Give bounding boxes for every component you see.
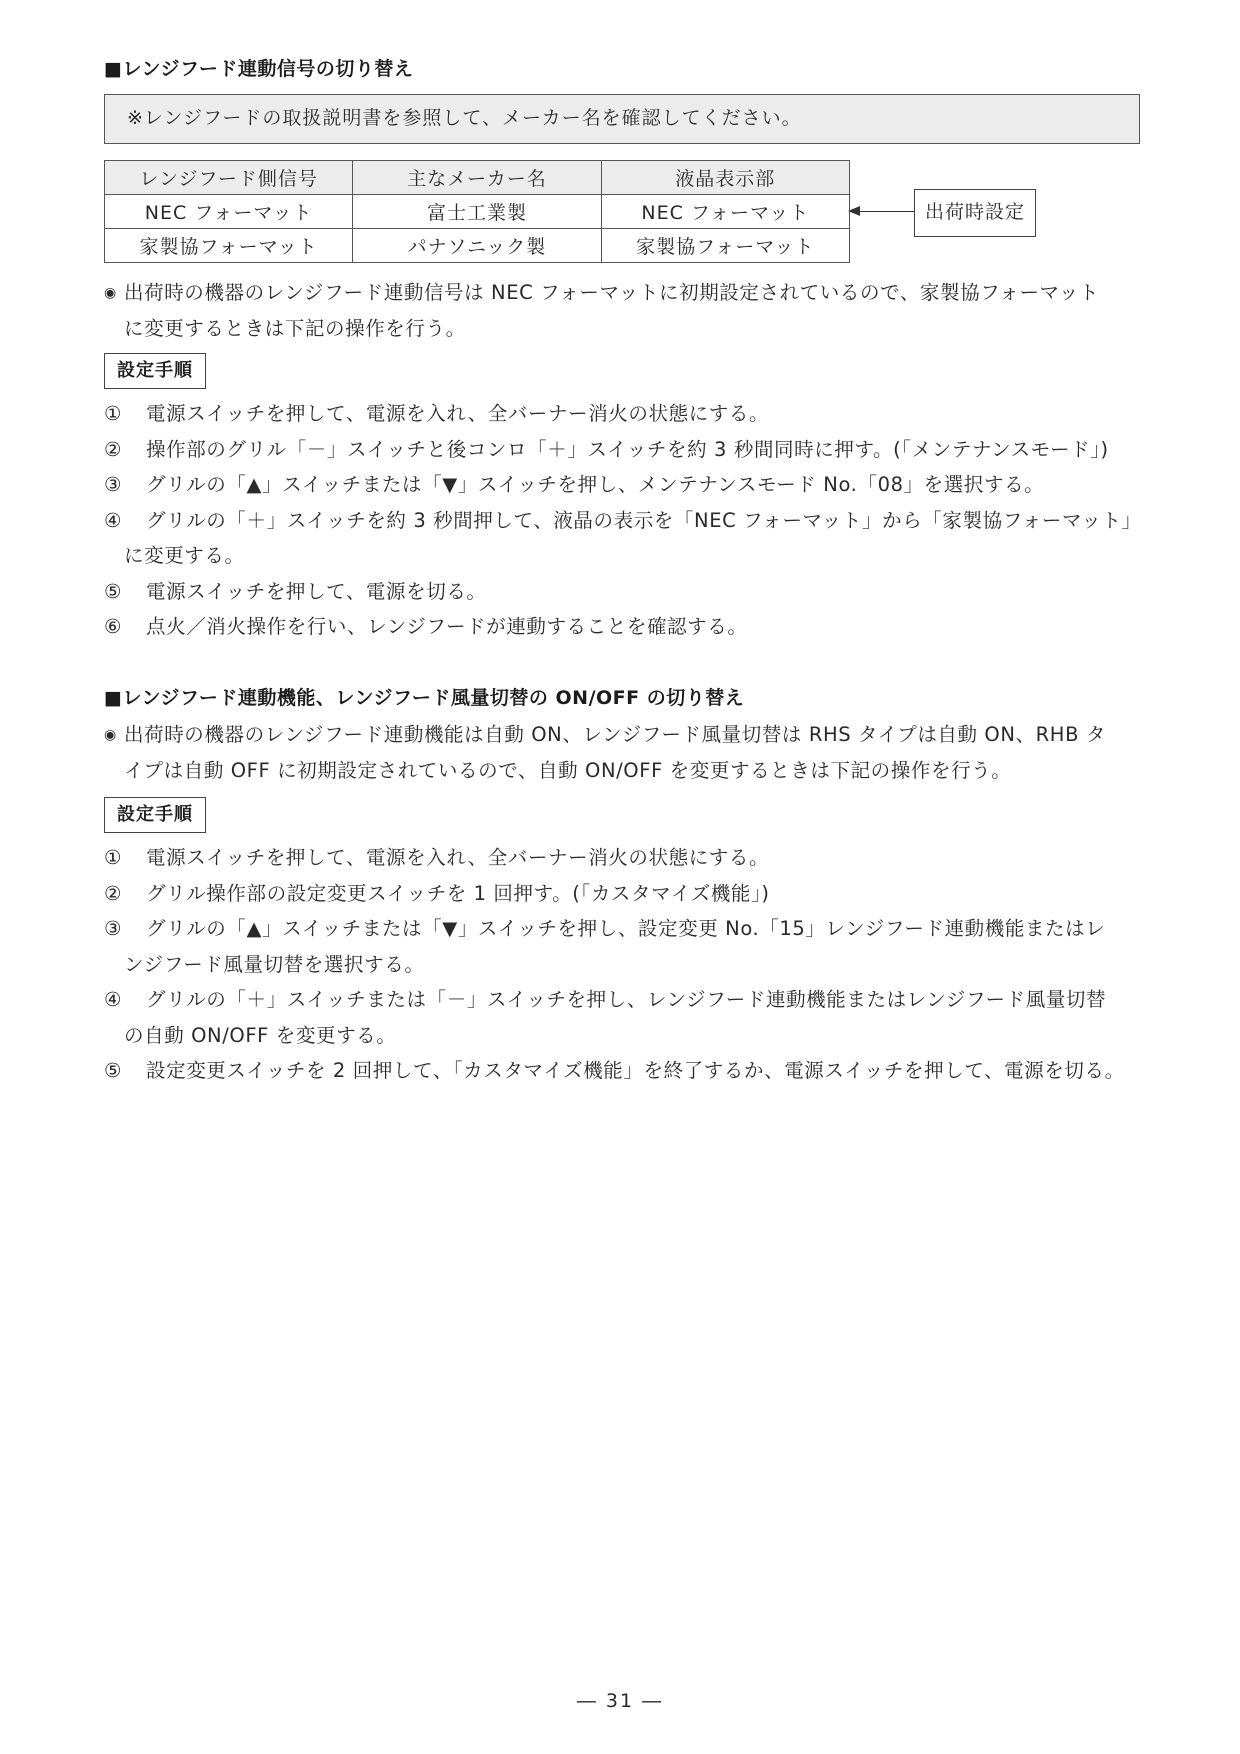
table-header-row bbox=[105, 161, 850, 195]
section2-steps bbox=[104, 840, 1144, 1089]
table-cell: 富士工業製 bbox=[353, 195, 601, 229]
table-cell: NEC フォーマット bbox=[601, 195, 849, 229]
section2-heading: ■レンジフード連動機能、レンジフード風量切替の ON/OFF の切り替え bbox=[104, 687, 745, 709]
step-item: ② グリル操作部の設定変更スイッチを 1 回押す。(「カスタマイズ機能」) bbox=[104, 881, 770, 905]
step-item: ① 電源スイッチを押して、電源を入れ、全バーナー消火の状態にする。 bbox=[104, 402, 770, 425]
table-header: レンジフード側信号 bbox=[105, 161, 353, 195]
bullet-icon: ◉ bbox=[104, 727, 117, 743]
table-header: 主なメーカー名 bbox=[353, 161, 601, 195]
table-cell: 家製協フォーマット bbox=[105, 229, 353, 263]
steps-label: 設定手順 bbox=[104, 353, 206, 389]
step-item: ③ グリルの「▲」スイッチまたは「▼」スイッチを押し、メンテナンスモード No.「08」を選択する。 bbox=[104, 473, 1045, 496]
desc-line: に変更するときは下記の操作を行う。 bbox=[124, 317, 466, 340]
steps-label: 設定手順 bbox=[104, 797, 206, 833]
section1-steps bbox=[104, 396, 1144, 645]
section1-heading: ■レンジフード連動信号の切り替え bbox=[104, 58, 414, 80]
desc-line: 出荷時の機器のレンジフード連動信号は NEC フォーマットに初期設定されているので、家製協フォーマット bbox=[124, 281, 1100, 304]
shipping-setting-label: 出荷時設定 bbox=[914, 189, 1036, 237]
step-item: ① 電源スイッチを押して、電源を入れ、全バーナー消火の状態にする。 bbox=[104, 846, 770, 869]
step-item: ② 操作部のグリル「－」スイッチと後コンロ「＋」スイッチを約 3 秒間同時に押す。(「メンテナンスモード」) bbox=[104, 437, 1109, 461]
section2-description bbox=[104, 717, 1144, 788]
arrow-line bbox=[856, 211, 914, 212]
step-item: ⑤ 設定変更スイッチを 2 回押して、「カスタマイズ機能」を終了するか、電源スイッチを押して、電源を切る。 bbox=[104, 1059, 1125, 1082]
step-item: ④ グリルの「＋」スイッチまたは「－」スイッチを押し、レンジフード連動機能またはレンジフード風量切替 の自動 ON/OFF を変更する。 bbox=[104, 988, 1107, 1047]
section1-description bbox=[104, 275, 1144, 346]
format-table bbox=[104, 160, 850, 263]
step-item: ③ グリルの「▲」スイッチまたは「▼」スイッチを押し、設定変更 No.「15」レンジフード連動機能またはレ ンジフード風量切替を選択する。 bbox=[104, 917, 1106, 976]
desc-line: 出荷時の機器のレンジフード連動機能は自動 ON、レンジフード風量切替は RHS タイプは自動 ON、RHB タ bbox=[124, 723, 1106, 746]
step-item: ⑥ 点火／消火操作を行い、レンジフードが連動することを確認する。 bbox=[104, 615, 748, 638]
desc-line: イプは自動 OFF に初期設定されているので、自動 ON/OFF を変更するときは下記の操作を行う。 bbox=[124, 759, 1012, 782]
table-cell: 家製協フォーマット bbox=[601, 229, 849, 263]
table-header: 液晶表示部 bbox=[601, 161, 849, 195]
page-number: ― 31 ― bbox=[576, 1690, 664, 1712]
table-cell: パナソニック製 bbox=[353, 229, 601, 263]
step-item: ④ グリルの「＋」スイッチを約 3 秒間押して、液晶の表示を「NEC フォーマット」から「家製協フォーマット」 に変更する。 bbox=[104, 508, 1142, 567]
table-row bbox=[105, 195, 850, 229]
table-cell: NEC フォーマット bbox=[105, 195, 353, 229]
bullet-icon: ◉ bbox=[104, 285, 117, 301]
table-row bbox=[105, 229, 850, 263]
note-box: ※レンジフードの取扱説明書を参照して、メーカー名を確認してください。 bbox=[104, 94, 1140, 144]
step-item: ⑤ 電源スイッチを押して、電源を切る。 bbox=[104, 579, 487, 603]
